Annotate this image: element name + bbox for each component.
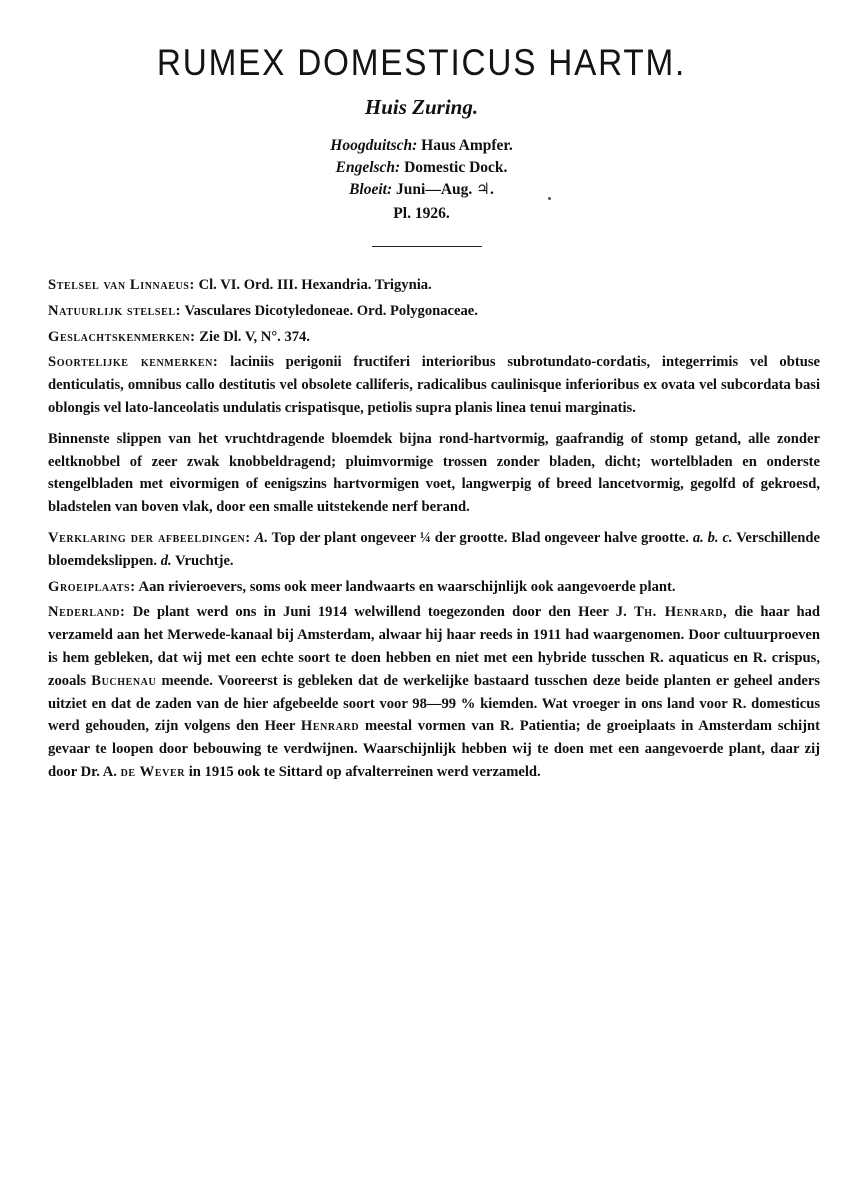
dutch-name: Huis Zuring.: [364, 95, 479, 119]
person-name: Henrard: [300, 718, 360, 735]
section-groeiplaats: [48, 576, 820, 599]
person-name: Th. Henrard,: [633, 604, 728, 621]
section-label: Geslachtskenmerken:: [48, 328, 196, 345]
figure-text: Top der plant ongeveer ¼ der grootte. Blad ongeveer halve grootte.: [271, 529, 689, 546]
section-natuurlijk: [48, 300, 820, 323]
name-value: Domestic Dock.: [404, 159, 508, 176]
figure-text: Verschillende bloemdekslippen.: [48, 529, 820, 569]
section-text: De plant werd ons in Juni 1914 welwillend toegezonden door den Heer J.: [132, 604, 627, 621]
common-names: [0, 135, 843, 201]
plate-number: Pl. 1926.: [393, 205, 450, 222]
divider: [372, 246, 482, 247]
section-geslacht: [48, 326, 820, 349]
name-value: Haus Ampfer.: [421, 137, 513, 154]
section-text: Aan rivieroevers, soms ook meer landwaarts en waarschijnlijk ook aangevoerde plant.: [138, 578, 676, 595]
figure-text: Vruchtje.: [175, 552, 234, 569]
section-text: meestal vormen van R. Patientia; de groeiplaats in Amsterdam schijnt gevaar te loopen door bebouwing te verdwijnen. Waarschijnlijk hebben wij te doen met een aangevoerde plant, daar zij door Dr. A.: [48, 718, 820, 780]
section-label: Soortelijke kenmerken:: [48, 354, 219, 371]
section-label: Natuurlijk stelsel:: [48, 302, 182, 319]
section-label: Nederland:: [48, 604, 126, 621]
section-label: Verklaring der afbeeldingen:: [48, 529, 251, 546]
name-value: Juni—Aug. ♃.: [396, 181, 494, 198]
section-text: Cl. VI. Ord. III. Hexandria. Trigynia.: [198, 277, 432, 293]
section-label: Stelsel van Linnaeus:: [48, 277, 195, 293]
speck: [548, 197, 551, 200]
name-label: Hoogduitsch:: [330, 137, 418, 154]
section-stelsel: [48, 274, 820, 297]
person-name: Buchenau: [91, 672, 157, 689]
figure-key: a. b. c.: [692, 529, 733, 546]
section-text: laciniis perigonii fructiferi interioribus subrotundato-cordatis, integerrimis vel obtuse denticulatis, omnibus callo destitutis vel obsolete calliferis, radicalibus caulinisque inferioribus ex ovata vel subcordata basi oblongis vel lato-lanceolatis undulatis crispatisque, petiolis supra planis linea tenui marginatis.: [48, 354, 820, 416]
description-body: [48, 274, 820, 787]
person-name: de Wever: [120, 763, 186, 780]
section-label: Groeiplaats:: [48, 578, 136, 595]
section-text: Zie Dl. V, N°. 374.: [199, 328, 311, 345]
section-text: meende. Vooreerst is gebleken dat de werkelijke bastaard tusschen deze beide planten er geheel anders uitziet en dat de zaden van de hier afgebeelde soort voor 98—99 % kiemden. Wat vroeger in ons land voor R. domesticus werd gehouden, zijn volgens den Heer: [48, 672, 820, 735]
figure-key: d.: [160, 552, 172, 569]
species-title: RUMEX DOMESTICUS HARTM.: [156, 42, 687, 83]
section-text: Vasculares Dicotyledoneae. Ord. Polygonaceae.: [184, 302, 478, 319]
name-label: Bloeit:: [349, 181, 393, 198]
name-line-english: [0, 157, 843, 179]
section-beschrijving: Binnenste slippen van het vruchtdragende bloemdek bijna rond-hartvormig, gaafrandig of stomp getand, alle zonder eeltknobbel of zeer zwak knobbeldragend; pluimvormige trossen zonder bladen, dicht; wortelbladen en onderste stengelbladen met eivormigen of eenigszins hartvormigen voet, langwerpig of breed lancetvormig, gegolfd of gekroesd, bladstelen van boven vlak, door een smalle uitstekende nerf berand.: [48, 430, 820, 516]
section-verklaring: [48, 527, 820, 573]
section-soort: [48, 351, 820, 419]
name-line-german: [0, 135, 843, 157]
section-text: in 1915 ook te Sittard op afvalterreinen werd verzameld.: [188, 763, 541, 780]
section-nederland: [48, 601, 820, 783]
section-text: die haar had verzameld aan het Merwede-kanaal bij Amsterdam, alwaar hij haar reeds in 1911 had waargenomen. Door cultuurproeven is hem gebleken, dat wij met een echte soort te doen hebben en niet met een hybride tusschen R. aquaticus en R. crispus, zooals: [48, 604, 821, 689]
name-line-flowering: [0, 179, 843, 201]
figure-key: A.: [254, 529, 269, 546]
name-label: Engelsch:: [335, 159, 401, 176]
